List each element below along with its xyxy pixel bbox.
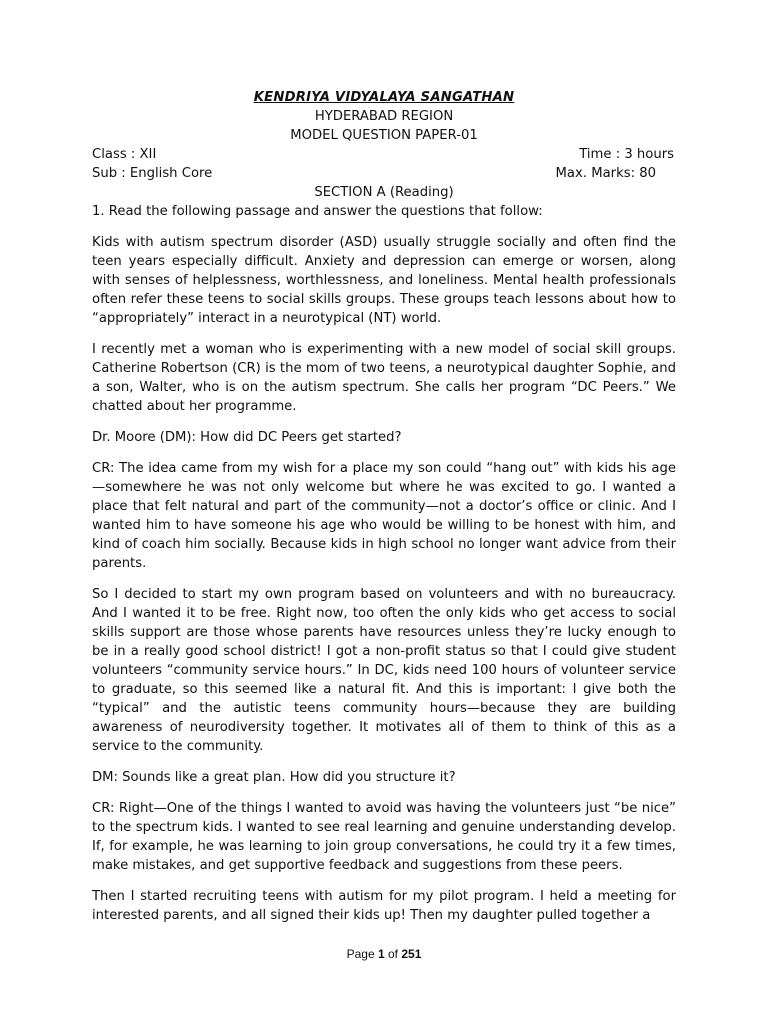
passage-paragraph: Dr. Moore (DM): How did DC Peers get started?: [92, 430, 402, 445]
passage-paragraph: Kids with autism spectrum disorder (ASD) usually struggle socially and often find the teen years especially difficult. Anxiety and depression can emerge or worsen, along with senses of helplessness, worthlessness, and loneliness. Mental health professionals often refer these teens to social skills groups. These groups teach lessons about how to “appropriately” interact in a neurotypical (NT) world.: [92, 235, 676, 326]
passage-paragraph: CR: The idea came from my wish for a place my son could “hang out” with kids his age—somewhere he was not only welcome but where he was excited to go. I wanted a place that felt natural and part of the community—not a doctor’s office or clinic. And I wanted him to have someone his age who would be willing to be honest with him, and kind of coach him socially. Because kids in high school no longer want advice from their parents.: [92, 461, 676, 571]
page-content: [92, 88, 676, 937]
passage-paragraph: CR: Right—One of the things I wanted to avoid was having the volunteers just “be nice” to the spectrum kids. I wanted to see real learning and genuine understanding develop. If, for example, he was learning to join group conversations, he could try it a few times, make mistakes, and get supportive feedback and suggestions from these peers.: [92, 801, 676, 873]
subject-marks-row: [92, 164, 676, 183]
marks-label: Max. Marks: 80: [555, 166, 656, 181]
class-time-row: [92, 145, 676, 164]
subject-label: Sub : English Core: [92, 166, 213, 181]
passage-paragraph: DM: Sounds like a great plan. How did you structure it?: [92, 770, 456, 785]
spacer: [92, 221, 676, 233]
page-footer: [0, 947, 768, 961]
passage-paragraph: So I decided to start my own program based on volunteers and with no bureaucracy. And I wanted it to be free. Right now, too often the only kids who get access to social skills support are those whose parents have resources unless they’re lucky enough to be in a really good school district! I got a non-profit status so that I could give student volunteers “community service hours.” In DC, kids need 100 hours of volunteer service to graduate, so this seemed like a natural fit. And this is important: I give both the “typical” and the autistic teens community hours—because they are building awareness of neurodiversity together. It motivates all of them to think of this as a service to the community.: [92, 587, 676, 754]
question-instruction: 1. Read the following passage and answer the questions that follow:: [92, 204, 543, 219]
time-label: Time : 3 hours: [579, 147, 674, 162]
class-label: Class : XII: [92, 147, 157, 162]
org-title: KENDRIYA VIDYALAYA SANGATHAN: [253, 90, 515, 105]
passage-paragraph: I recently met a woman who is experimenting with a new model of social skill groups. Catherine Robertson (CR) is the mom of two teens, a neurotypical daughter Sophie, and a son, Walter, who is on the autism spectrum. She calls her program “DC Peers.” We chatted about her programme.: [92, 342, 676, 414]
page-prefix: Page: [346, 947, 378, 961]
page-of: of: [384, 947, 402, 961]
passage-paragraph: Then I started recruiting teens with autism for my pilot program. I held a meeting for interested parents, and all signed their kids up! Then my daughter pulled together a: [92, 889, 676, 923]
section-heading: SECTION A (Reading): [314, 185, 454, 200]
paper-title: MODEL QUESTION PAPER-01: [290, 128, 478, 143]
page-current: 1: [377, 947, 385, 961]
page-total: 251: [401, 947, 422, 961]
region-title: HYDERABAD REGION: [314, 109, 454, 124]
